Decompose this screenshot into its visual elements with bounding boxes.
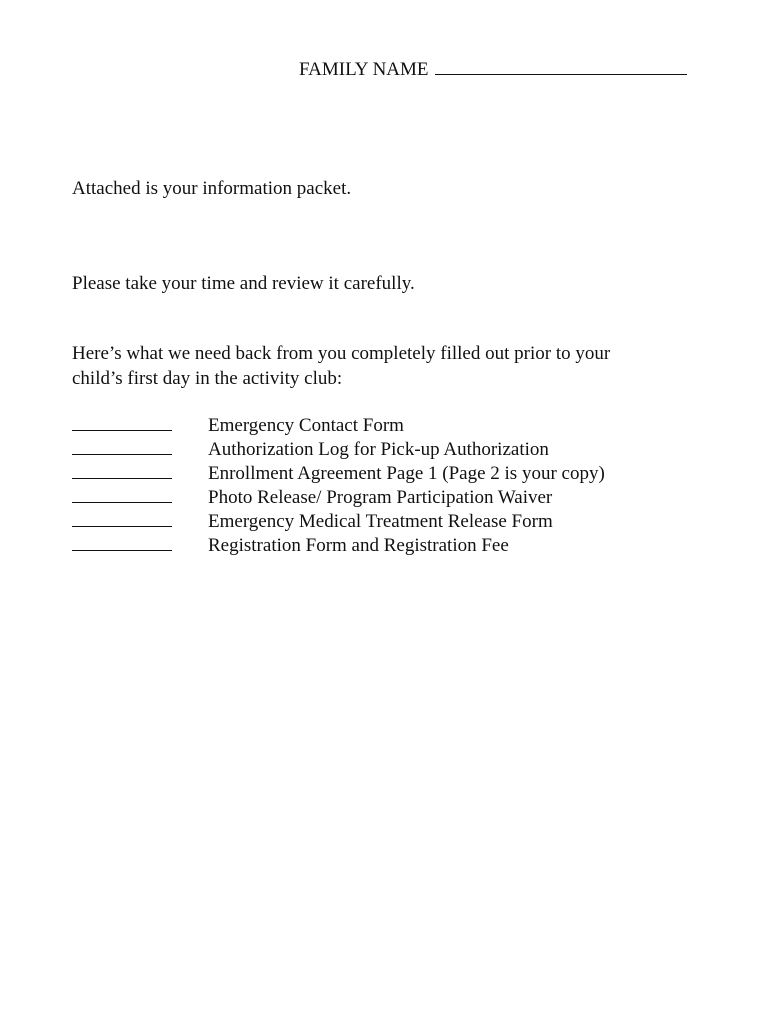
- review-text: Please take your time and review it carefully.: [72, 273, 415, 294]
- checklist-blank-line[interactable]: [72, 485, 172, 503]
- family-name-blank-line[interactable]: [435, 56, 687, 75]
- family-name-label: FAMILY NAME: [299, 59, 429, 80]
- intro-text: Attached is your information packet.: [72, 178, 352, 199]
- checklist-item-label: Registration Form and Registration Fee: [208, 535, 509, 556]
- checklist-item-label: Authorization Log for Pick-up Authorization: [208, 439, 549, 460]
- checklist-item: [72, 509, 692, 533]
- checklist-blank-line[interactable]: [72, 461, 172, 479]
- checklist-item: [72, 533, 692, 557]
- request-text: [72, 341, 610, 391]
- checklist-blank-line[interactable]: [72, 437, 172, 455]
- checklist-item: [72, 413, 692, 437]
- checklist-blank-line[interactable]: [72, 533, 172, 551]
- checklist-item-label: Photo Release/ Program Participation Waiver: [208, 487, 553, 508]
- request-line-2: child’s first day in the activity club:: [72, 368, 343, 389]
- family-name-field: [299, 56, 687, 81]
- checklist-item-label: Emergency Contact Form: [208, 415, 404, 436]
- checklist-blank-line[interactable]: [72, 413, 172, 431]
- return-checklist: [72, 413, 692, 557]
- checklist-item: [72, 485, 692, 509]
- checklist-item-label: Enrollment Agreement Page 1 (Page 2 is your copy): [208, 463, 605, 484]
- request-line-1: Here’s what we need back from you completely filled out prior to your: [72, 343, 611, 364]
- checklist-blank-line[interactable]: [72, 509, 172, 527]
- checklist-item: [72, 437, 692, 461]
- checklist-item-label: Emergency Medical Treatment Release Form: [208, 511, 553, 532]
- checklist-item: [72, 461, 692, 485]
